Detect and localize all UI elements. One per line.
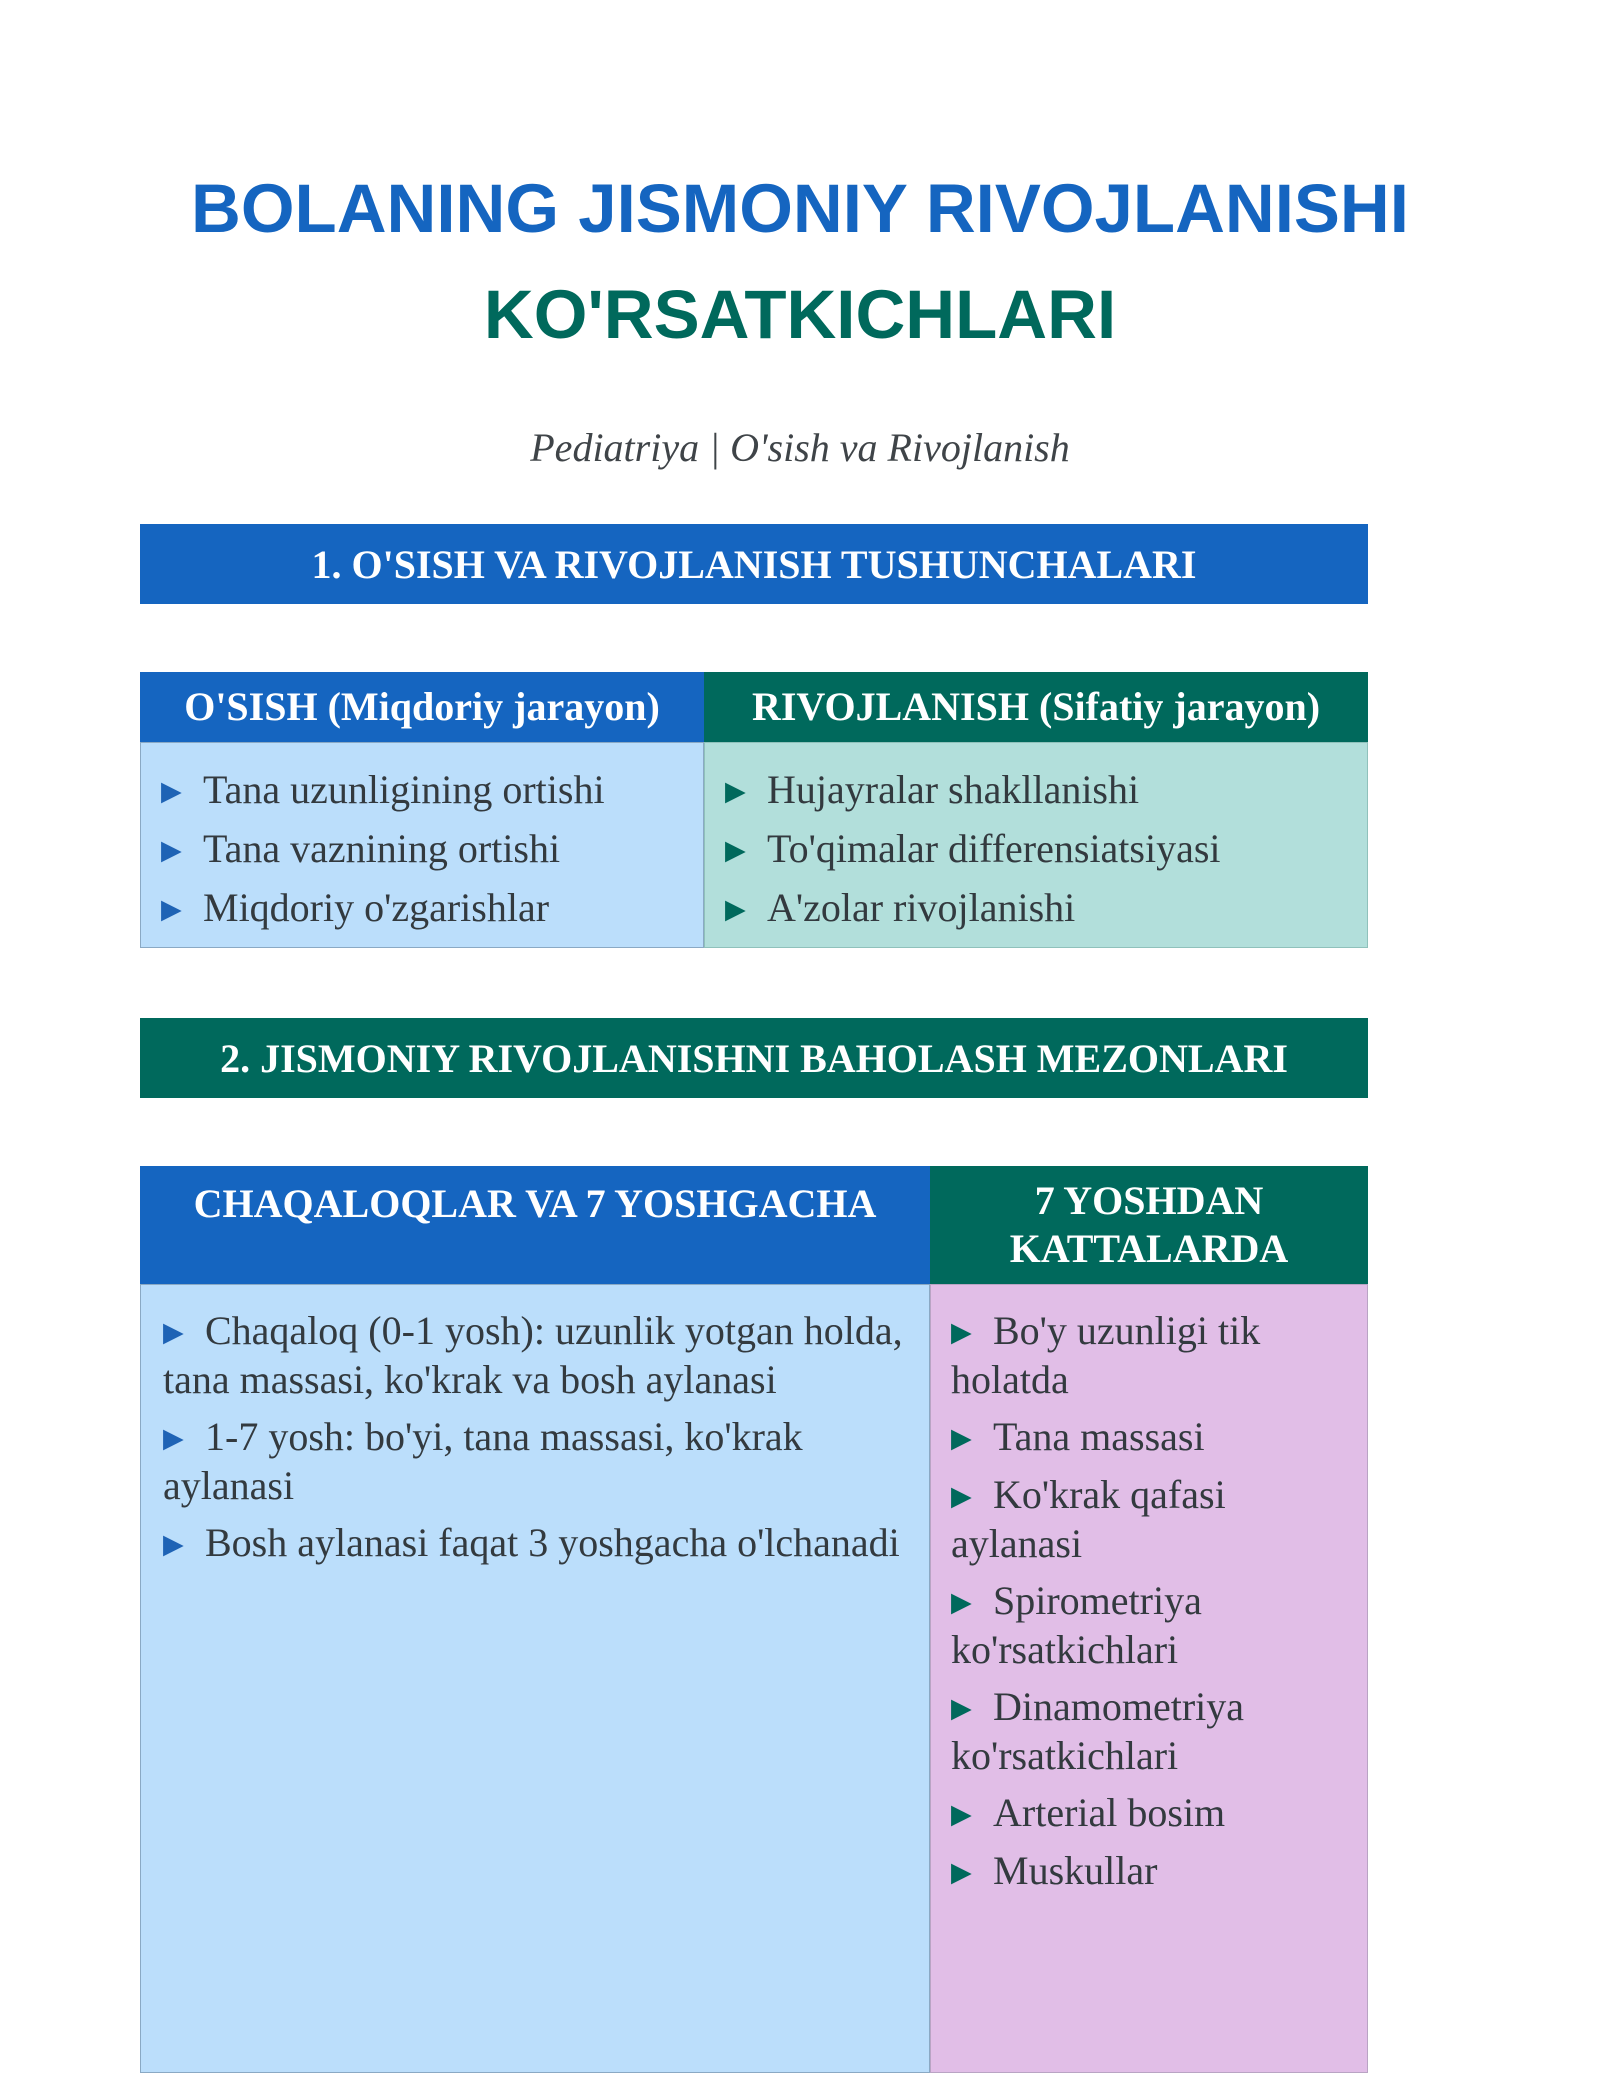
title-line-2: KO'RSATKICHLARI bbox=[483, 276, 1117, 353]
list-item bbox=[951, 1789, 1351, 1838]
bullet-arrow-icon: ▶ bbox=[725, 776, 746, 806]
list-item-text: Hujayralar shakllanishi bbox=[767, 767, 1140, 812]
list-item-text: Muskullar bbox=[993, 1848, 1158, 1893]
bullet-arrow-icon: ▶ bbox=[951, 1587, 972, 1617]
list-item-text: Tana vaznining ortishi bbox=[203, 826, 561, 871]
list-item-text: Spirometriya ko'rsatkichlari bbox=[951, 1578, 1202, 1672]
older-children-column-heading bbox=[930, 1166, 1368, 1284]
list-item bbox=[725, 879, 1367, 938]
bullet-arrow-icon: ▶ bbox=[163, 1423, 184, 1453]
list-item-text: A'zolar rivojlanishi bbox=[767, 885, 1076, 930]
list-item-text: Tana massasi bbox=[993, 1414, 1205, 1459]
infants-criteria-list bbox=[163, 1307, 909, 1568]
title-line-1: BOLANING JISMONIY RIVOJLANISHI bbox=[191, 170, 1409, 247]
list-item-text: 1-7 yosh: bo'yi, tana massasi, ko'krak aylanasi bbox=[163, 1414, 803, 1508]
assessment-criteria-table bbox=[140, 1166, 1368, 2073]
bullet-arrow-icon: ▶ bbox=[951, 1799, 972, 1829]
older-children-criteria-list bbox=[951, 1307, 1351, 1896]
older-children-column-body bbox=[930, 1284, 1368, 2073]
list-item bbox=[951, 1413, 1351, 1462]
growth-column-body bbox=[140, 742, 704, 948]
bullet-arrow-icon: ▶ bbox=[725, 835, 746, 865]
list-item-text: Arterial bosim bbox=[993, 1790, 1226, 1835]
bullet-arrow-icon: ▶ bbox=[725, 894, 746, 924]
list-item bbox=[951, 1307, 1351, 1404]
bullet-arrow-icon: ▶ bbox=[161, 776, 182, 806]
list-item bbox=[951, 1471, 1351, 1568]
list-item bbox=[951, 1847, 1351, 1896]
list-item bbox=[951, 1683, 1351, 1780]
bullet-arrow-icon: ▶ bbox=[161, 894, 182, 924]
list-item-text: To'qimalar differensiatsiyasi bbox=[767, 826, 1221, 871]
list-item bbox=[725, 761, 1367, 820]
list-item-text: Chaqaloq (0-1 yosh): uzunlik yotgan holda, tana massasi, ko'krak va bosh aylanasi bbox=[163, 1308, 903, 1402]
list-item-text: Tana uzunligining ortishi bbox=[203, 767, 605, 812]
list-item-text: Ko'krak qafasi aylanasi bbox=[951, 1472, 1226, 1566]
list-item bbox=[163, 1519, 909, 1568]
growth-column-heading: O'SISH (Miqdoriy jarayon) bbox=[140, 672, 704, 742]
older-children-heading-line-2: KATTALARDA bbox=[1009, 1226, 1289, 1271]
infants-column-heading: CHAQALOQLAR VA 7 YOSHGACHA bbox=[140, 1166, 930, 1284]
list-item bbox=[161, 761, 703, 820]
development-list bbox=[725, 761, 1367, 938]
growth-development-table bbox=[140, 672, 1368, 948]
infants-column-body bbox=[140, 1284, 930, 2073]
list-item-text: Bo'y uzunligi tik holatda bbox=[951, 1308, 1261, 1402]
development-column-heading: RIVOJLANISH (Sifatiy jarayon) bbox=[704, 672, 1368, 742]
bullet-arrow-icon: ▶ bbox=[951, 1481, 972, 1511]
bullet-arrow-icon: ▶ bbox=[161, 835, 182, 865]
bullet-arrow-icon: ▶ bbox=[951, 1693, 972, 1723]
section-2-header: 2. JISMONIY RIVOJLANISHNI BAHOLASH MEZONLARI bbox=[140, 1018, 1368, 1098]
section-1-header: 1. O'SISH VA RIVOJLANISH TUSHUNCHALARI bbox=[140, 524, 1368, 604]
list-item-text: Bosh aylanasi faqat 3 yoshgacha o'lchanadi bbox=[205, 1520, 900, 1565]
list-item bbox=[163, 1307, 909, 1404]
bullet-arrow-icon: ▶ bbox=[951, 1317, 972, 1347]
growth-list bbox=[161, 761, 703, 938]
development-column-body bbox=[704, 742, 1368, 948]
list-item bbox=[163, 1413, 909, 1510]
list-item-text: Miqdoriy o'zgarishlar bbox=[203, 885, 550, 930]
bullet-arrow-icon: ▶ bbox=[163, 1529, 184, 1559]
subtitle: Pediatriya | O'sish va Rivojlanish bbox=[530, 425, 1070, 470]
bullet-arrow-icon: ▶ bbox=[951, 1423, 972, 1453]
bullet-arrow-icon: ▶ bbox=[951, 1857, 972, 1887]
list-item bbox=[725, 820, 1367, 879]
bullet-arrow-icon: ▶ bbox=[163, 1317, 184, 1347]
list-item bbox=[951, 1577, 1351, 1674]
list-item bbox=[161, 879, 703, 938]
list-item bbox=[161, 820, 703, 879]
older-children-heading-line-1: 7 YOSHDAN bbox=[1034, 1178, 1264, 1223]
list-item-text: Dinamometriya ko'rsatkichlari bbox=[951, 1684, 1245, 1778]
